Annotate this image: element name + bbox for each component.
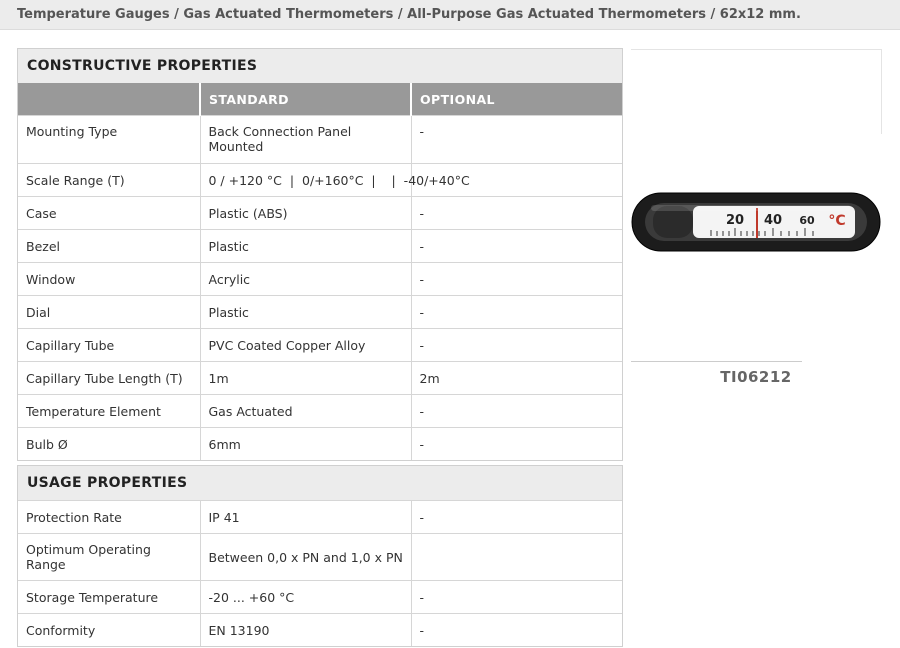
row-standard: Plastic (200, 230, 411, 263)
row-optional: - (411, 501, 622, 534)
table-row (18, 534, 622, 581)
row-standard: EN 13190 (200, 614, 411, 647)
product-separator (631, 361, 802, 362)
row-optional: - (411, 395, 622, 428)
constructive-properties-table (18, 83, 622, 460)
product-image-frame (631, 49, 882, 134)
table-row (18, 164, 622, 197)
row-optional: - (411, 581, 622, 614)
row-optional: - (411, 296, 622, 329)
table-header-row (18, 83, 622, 116)
row-standard: IP 41 (200, 501, 411, 534)
gauge-glare (651, 205, 851, 211)
row-standard: PVC Coated Copper Alloy (200, 329, 411, 362)
row-label: Mounting Type (18, 116, 200, 164)
row-label: Conformity (18, 614, 200, 647)
table-row (18, 614, 622, 647)
row-optional (411, 534, 622, 581)
header-standard: STANDARD (200, 83, 411, 116)
row-standard: Plastic (ABS) (200, 197, 411, 230)
row-standard: Between 0,0 x PN and 1,0 x PN (200, 534, 411, 581)
usage-properties-panel (17, 465, 623, 647)
row-optional: - (411, 614, 622, 647)
row-optional: - (411, 428, 622, 461)
row-standard: Back Connection Panel Mounted (200, 116, 411, 164)
row-standard: 6mm (200, 428, 411, 461)
row-optional: - (411, 230, 622, 263)
table-row (18, 296, 622, 329)
row-optional: - (411, 197, 622, 230)
breadcrumb[interactable]: Temperature Gauges / Gas Actuated Thermometers / All-Purpose Gas Actuated Thermometers / 62x12 mm. (0, 0, 900, 30)
row-optional: - (411, 116, 622, 164)
gauge-svg (631, 192, 881, 252)
table-row (18, 263, 622, 296)
row-optional: - (411, 263, 622, 296)
row-label: Case (18, 197, 200, 230)
product-code: TI06212 (720, 368, 792, 386)
row-label: Temperature Element (18, 395, 200, 428)
row-label: Capillary Tube (18, 329, 200, 362)
row-standard: -20 ... +60 °C (200, 581, 411, 614)
gauge-tick-60: 60 (799, 214, 815, 227)
row-label: Optimum Operating Range (18, 534, 200, 581)
gauge-unit-label: °C (828, 213, 846, 229)
row-optional: - (411, 329, 622, 362)
row-standard: Gas Actuated (200, 395, 411, 428)
row-standard: 1m (200, 362, 411, 395)
row-label: Scale Range (T) (18, 164, 200, 197)
table-row (18, 395, 622, 428)
gauge-tick-40: 40 (763, 213, 783, 228)
row-standard: Acrylic (200, 263, 411, 296)
table-row (18, 197, 622, 230)
header-property (18, 83, 200, 116)
gauge-tick-20: 20 (725, 213, 745, 228)
row-label: Window (18, 263, 200, 296)
row-label: Capillary Tube Length (T) (18, 362, 200, 395)
row-label: Protection Rate (18, 501, 200, 534)
constructive-properties-panel (17, 48, 623, 461)
row-label: Bezel (18, 230, 200, 263)
table-row (18, 501, 622, 534)
row-standard: Plastic (200, 296, 411, 329)
table-row (18, 581, 622, 614)
thermometer-gauge-image[interactable] (631, 192, 881, 252)
row-label: Storage Temperature (18, 581, 200, 614)
table-row (18, 362, 622, 395)
usage-properties-table (18, 500, 622, 646)
row-label: Bulb Ø (18, 428, 200, 461)
table-row (18, 329, 622, 362)
usage-section-title: USAGE PROPERTIES (18, 466, 622, 500)
table-row (18, 116, 622, 164)
row-label: Dial (18, 296, 200, 329)
constructive-section-title: CONSTRUCTIVE PROPERTIES (18, 49, 622, 83)
row-optional: 2m (411, 362, 622, 395)
header-optional: OPTIONAL (411, 83, 622, 116)
table-row (18, 230, 622, 263)
row-standard: 0 / +120 °C | 0/+160°C | | -40/+40°C (200, 164, 411, 197)
table-row (18, 428, 622, 461)
